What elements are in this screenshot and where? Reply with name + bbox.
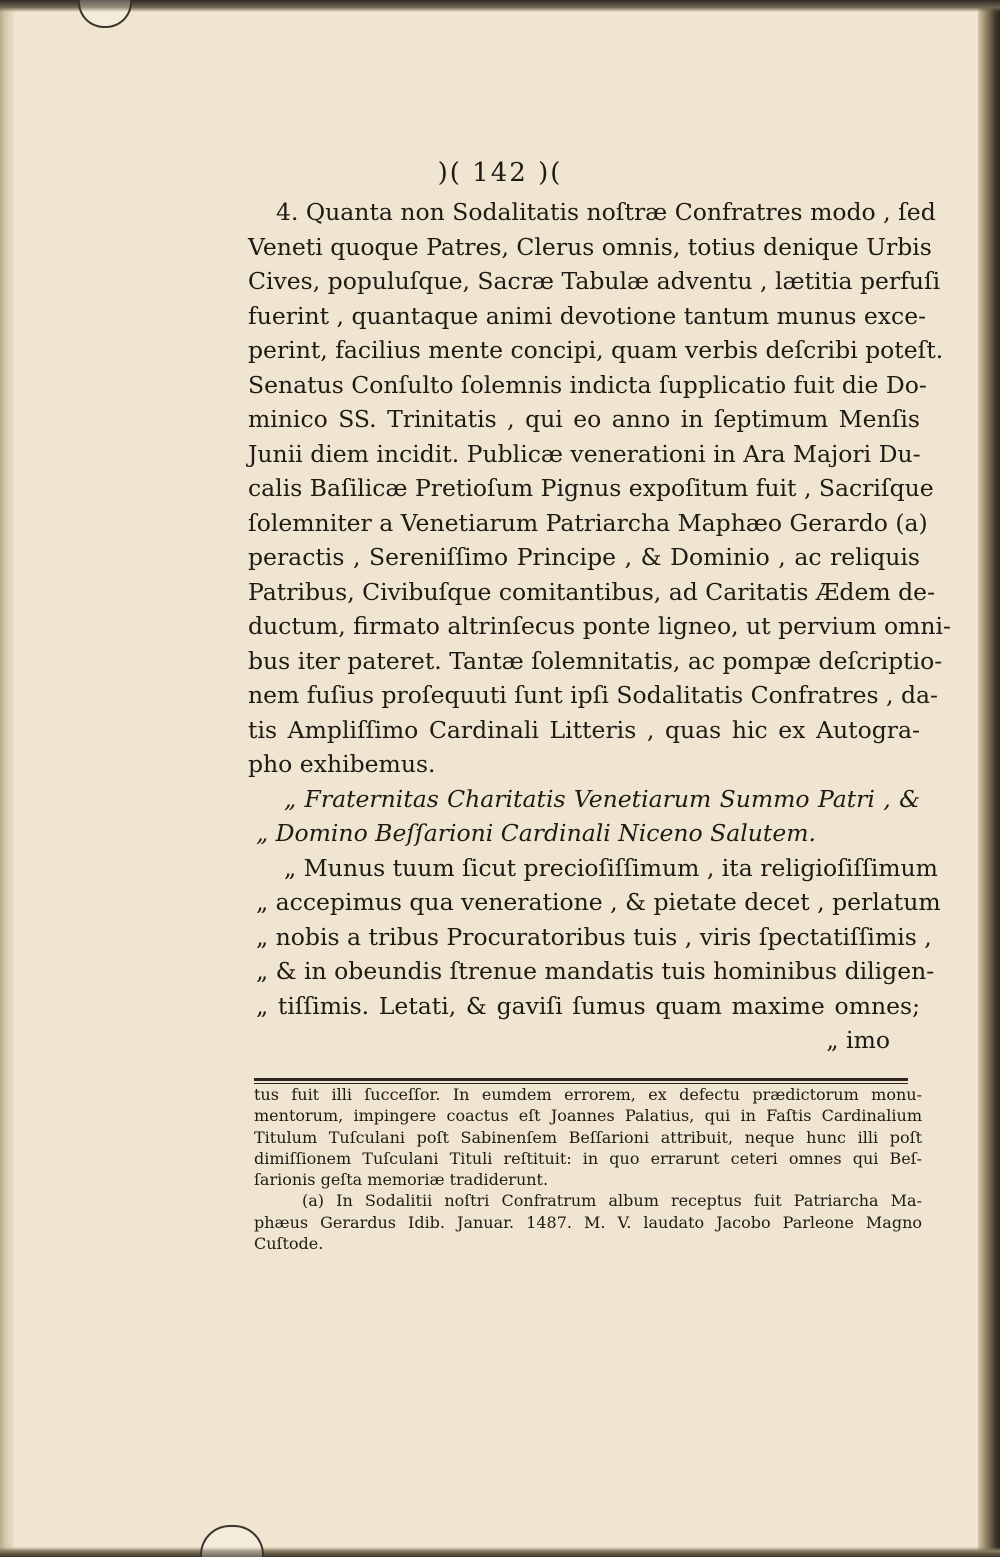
footnote-line: dimiſſionem Tuſculani Tituli reſtituit: in quo errarunt ceteri omnes qui Beſ- — [254, 1148, 922, 1168]
quote-line: „ & in obeundis ſtrenue mandatis tuis hominibus diligen- — [256, 957, 935, 985]
main-text — [248, 195, 951, 1058]
body-line: Junii diem incidit. Publicæ venerationi in Ara Majori Du- — [248, 439, 921, 468]
catchword: „ imo — [826, 1026, 890, 1054]
quote-line: „ Domino Beſſarioni Cardinali Niceno Salutem. — [256, 819, 816, 847]
footnote-line: Cuſtode. — [254, 1234, 324, 1254]
quote-line: „ Fraternitas Charitatis Venetiarum Summo Patri , & — [284, 784, 920, 813]
footnote-line: Titulum Tuſculani poſt Sabinenſem Beſſarioni attribuit, neque hunc illi poſt — [254, 1127, 922, 1147]
footnote-line: phæus Gerardus Idib. Januar. 1487. M. V. laudato Jacobo Parleone Magno — [254, 1212, 922, 1232]
body-line: pho exhibemus. — [248, 750, 436, 778]
footnote-line: ſarionis geſta memoriæ tradiderunt. — [254, 1170, 549, 1190]
page-bottom-edge — [0, 1547, 1000, 1557]
body-line: fuerint , quantaque animi devotione tantum munus exce- — [248, 301, 927, 330]
body-line: Veneti quoque Patres, Clerus omnis, totius denique Urbis — [248, 232, 932, 261]
body-line: ſolemniter a Venetiarum Patriarcha Maphæo Gerardo (a) — [248, 508, 928, 537]
body-line: peractis , Sereniſſimo Principe , & Dominio , ac reliquis — [248, 543, 920, 571]
scan-clip-top — [78, 0, 132, 28]
body-line: Senatus Conſulto ſolemnis indicta ſupplicatio fuit die Do- — [248, 370, 927, 399]
footnotes — [254, 1084, 922, 1254]
body-line: ductum, firmato altrinſecus ponte ligneo, ut pervium omni- — [248, 612, 951, 640]
footnote-line: tus fuit illi ſucceſſor. In eumdem errorem, ex defectu prædictorum monu- — [254, 1085, 922, 1104]
body-line: 4. Quanta non Sodalitatis noſtræ Confratres modo , ſed — [276, 198, 936, 226]
page-top-edge — [0, 0, 1000, 12]
body-line: bus iter pateret. Tantæ ſolemnitatis, ac pompæ deſcriptio- — [248, 646, 943, 675]
body-line: tis Ampliſſimo Cardinali Litteris , quas hic ex Autogra- — [248, 715, 920, 744]
body-line: Patribus, Civibuſque comitantibus, ad Caritatis Ædem de- — [248, 577, 936, 606]
footnote-line: (a) In Sodalitii noſtri Confratrum album receptus fuit Patriarcha Ma- — [302, 1191, 922, 1211]
footnote-rule — [254, 1078, 908, 1081]
body-line: nem fuſius proſequuti ſunt ipſi Sodalitatis Confratres , da- — [248, 681, 938, 709]
body-line: minico SS. Trinitatis , qui eo anno in ſeptimum Menſis — [248, 405, 920, 433]
page-binding-edge — [0, 0, 14, 1557]
page-right-edge — [978, 0, 1000, 1557]
quote-line: „ nobis a tribus Procuratoribus tuis , viris ſpectatiſſimis , — [256, 922, 932, 951]
quote-line: „ Munus tuum ſicut precioſiſſimum , ita religioſiſſimum — [284, 853, 938, 882]
footnote-line: mentorum, impingere coactus eſt Joannes Palatius, qui in Faſtis Cardinalium — [254, 1106, 922, 1126]
page-number-header: )( 142 )( — [437, 158, 563, 188]
quote-line: „ tiſſimis. Letati, & gaviſi ſumus quam maxime omnes; — [256, 991, 920, 1020]
scan-clip-bottom — [200, 1525, 264, 1557]
body-line: Cives, populuſque, Sacræ Tabulæ adventu , lætitia perfuſi — [248, 267, 941, 295]
body-line: calis Baſilicæ Pretioſum Pignus expoſitum fuit , Sacriſque — [248, 474, 934, 502]
body-line: perint, facilius mente concipi, quam verbis deſcribi poteſt. — [248, 336, 944, 364]
quote-line: „ accepimus qua veneratione , & pietate decet , perlatum — [256, 888, 941, 916]
